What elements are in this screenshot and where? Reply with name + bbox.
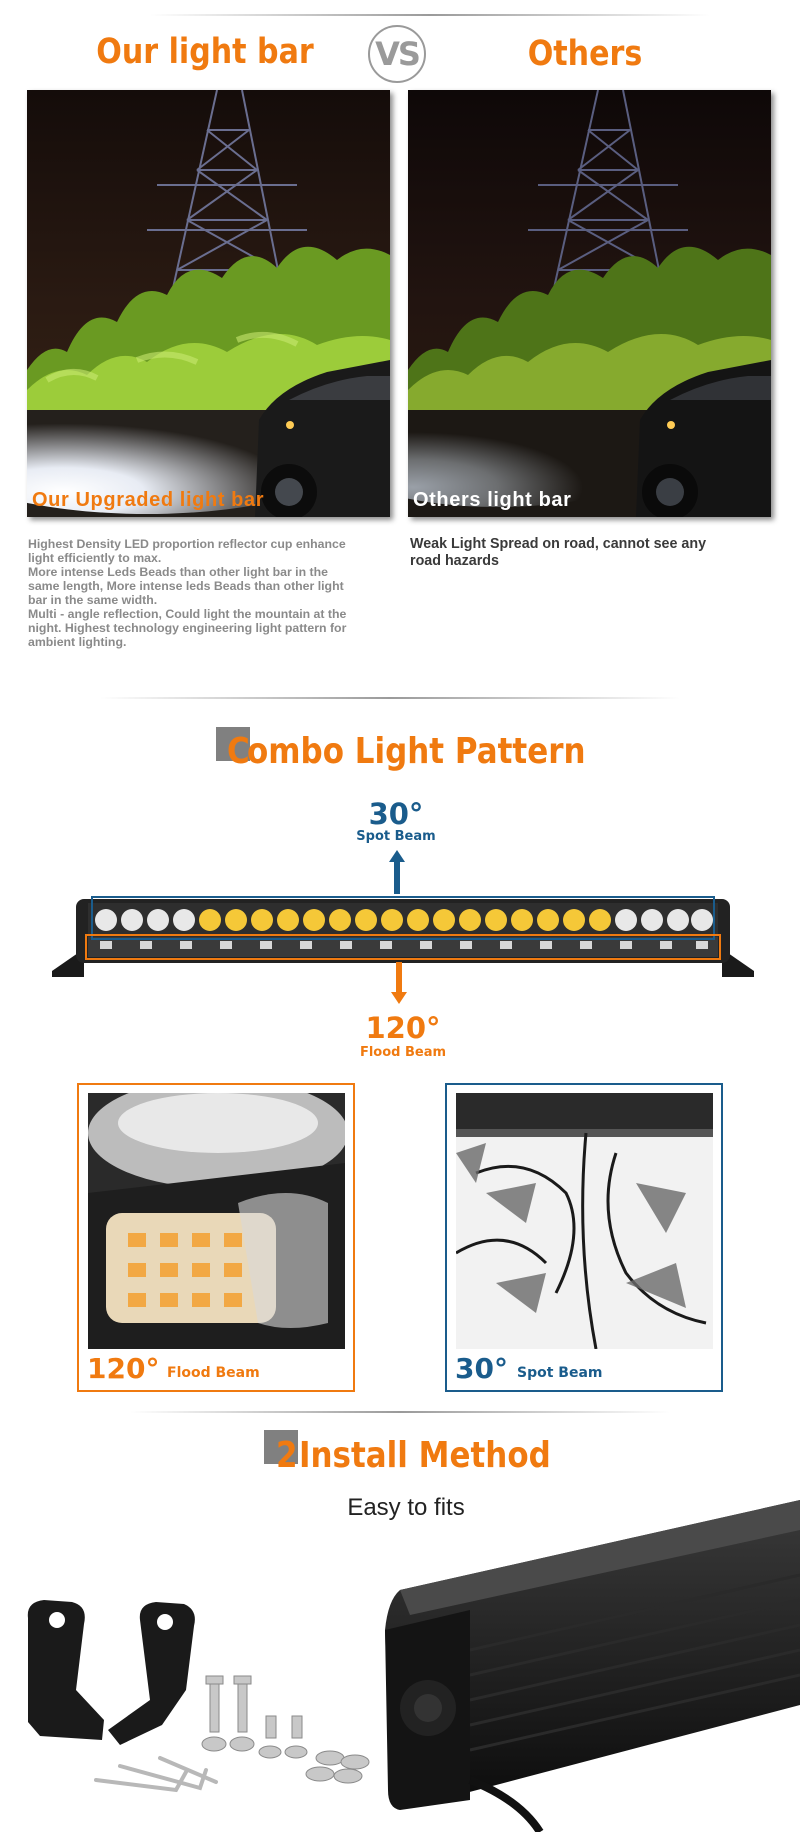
- arrow-down-icon: [391, 962, 407, 1004]
- description-line: Highest Density LED proportion reflector cup enhance: [28, 537, 346, 551]
- install-hardware-image: [0, 1500, 800, 1832]
- install-divider: [130, 1411, 670, 1413]
- spot-detail-label: Spot Beam: [517, 1365, 603, 1381]
- spot-beam-text: Spot Beam: [356, 829, 436, 844]
- flood-beam-label: [340, 1012, 466, 1060]
- others-description: [410, 536, 790, 570]
- night-scene-bright-image: [27, 90, 390, 517]
- flood-beam-degree: 120°: [365, 1011, 441, 1045]
- description-line: light efficiently to max.: [28, 551, 162, 565]
- install-title-text: Install Method: [299, 1434, 551, 1476]
- flood-beam-text: Flood Beam: [359, 1045, 447, 1060]
- spot-beam-detail-frame: [445, 1083, 723, 1392]
- others-light-bar-caption: Others light bar: [413, 489, 572, 511]
- night-scene-dim-image: [408, 90, 771, 517]
- combo-title-text: ombo Light Pattern: [247, 730, 586, 772]
- description-line: night. Highest technology engineering light pattern for: [28, 621, 347, 635]
- flood-detail-label: Flood Beam: [167, 1365, 260, 1381]
- spot-beam-label: [340, 798, 452, 844]
- description-line: ambient lighting.: [28, 635, 127, 649]
- arrow-up-icon: [389, 850, 405, 894]
- description-line: road hazards: [410, 553, 499, 569]
- our-light-bar-caption: Our Upgraded light bar: [32, 489, 265, 511]
- spot-beam-degree: 30°: [368, 797, 424, 831]
- install-subtitle: Easy to fits: [347, 1494, 465, 1521]
- combo-title-initial: C: [227, 730, 250, 772]
- description-line: Weak Light Spread on road, cannot see any: [410, 536, 707, 552]
- description-line: Multi - angle reflection, Could light the mountain at the: [28, 607, 347, 621]
- others-heading: Others: [527, 34, 643, 74]
- our-light-bar-heading: Our light bar: [96, 32, 314, 72]
- flood-led-closeup-image: [88, 1093, 345, 1349]
- description-line: same length, More intense leds Beads than other light: [28, 579, 344, 593]
- our-light-bar-description: [28, 537, 393, 649]
- combo-section-title: [215, 727, 641, 775]
- combo-divider: [100, 697, 680, 699]
- top-divider: [150, 14, 710, 16]
- vs-label: VS: [375, 35, 419, 73]
- description-line: More intense Leds Beads than other light bar in the: [28, 565, 328, 579]
- description-line: bar in the same width.: [28, 593, 158, 607]
- our-light-bar-photo: [27, 90, 390, 517]
- install-section-title: [262, 1430, 592, 1480]
- others-light-bar-photo: [408, 90, 771, 517]
- spot-detail-degree: 30°: [455, 1352, 508, 1385]
- flood-beam-detail-frame: [77, 1083, 355, 1392]
- spot-reflector-closeup-image: [456, 1093, 713, 1349]
- vs-badge: [368, 25, 426, 83]
- install-title-number: 2: [276, 1434, 298, 1476]
- flood-detail-degree: 120°: [87, 1352, 160, 1385]
